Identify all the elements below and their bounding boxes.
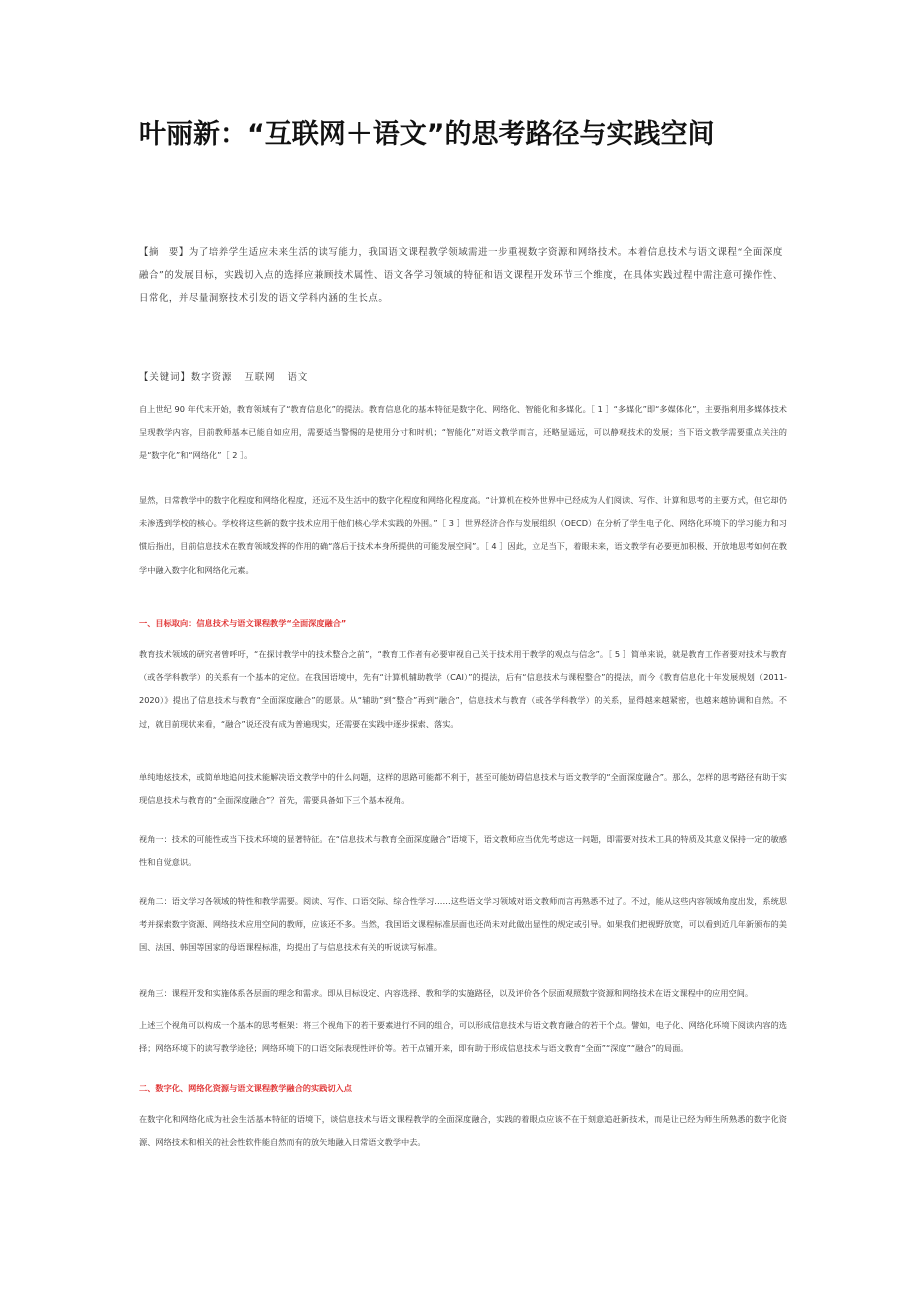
body-paragraph: 单纯地炫技术，或简单地追问技术能解决语文教学中的什么问题，这样的思路可能都不利于，甚至可能妨碍信息技术与语文教学的“全面深度融合”。那么，怎样的思考路径有助于实现信息技术与教育的“全面深度融合”？首先，需要具备如下三个基本视角。 [139, 772, 787, 806]
body-paragraph: 视角二：语文学习各领域的特性和教学需要。阅读、写作、口语交际、综合性学习……这些语文学习领域对语文教师而言再熟悉不过了。不过，能从这些内容领域角度出发，系统思考并探索数字资源、网络技术应用空间的教师，应该还不多。当然，我国语文课程标准层面也还尚未对此做出显性的规定或引导。如果我们把视野放宽，可以看到近几年新颁布的美国、法国、韩国等国家的母语课程标准，均提出了与信息技术有关的听说读写标准。 [139, 896, 787, 953]
keyword-item: 互联网 [244, 372, 276, 383]
keywords-label: 【关键词】 [139, 372, 191, 383]
body-paragraph: 上述三个视角可以构成一个基本的思考框架：将三个视角下的若干要素进行不同的组合，可以形成信息技术与语文教育融合的若干个点。譬如，电子化、网络化环境下阅读内容的选择；网络环境下的读写教学途径；网络环境下的口语交际表现性评价等。若干点铺开来，即有助于形成信息技术与语文教育“全面”“深度”“融合”的局面。 [139, 1020, 787, 1054]
keywords [139, 366, 789, 389]
body-paragraph: 在数字化和网络化成为社会生活基本特征的语境下，谈信息技术与语文课程教学的全面深度融合，实践的着眼点应该不在于刻意追赶新技术，而是让已经为师生所熟悉的数字化资源、网络技术和相关的社会性软件能自然而有的放矢地融入日常语文教学中去。 [139, 1114, 787, 1148]
body-paragraph: 自上世纪 90 年代末开始，教育领域有了“教育信息化”的提法。教育信息化的基本特征是数字化、网络化、智能化和多媒化。［ 1 ］“多媒化”即“多媒体化”，主要指利用多媒体技术呈现教学内容，目前教师基本已能自如应用，需要适当警惕的是使用分寸和时机；“智能化”对语文教学而言，还略显遥远，可以静观技术的发展；当下语文教学需要重点关注的是“数字化”和“网络化”［ 2 ］。 [139, 404, 787, 461]
body-paragraph: 视角一：技术的可能性或当下技术环境的显著特征。在“信息技术与教育全面深度融合”语境下，语文教师应当优先考虑这一问题，即需要对技术工具的特质及其意义保持一定的敏感性和自觉意识。 [139, 834, 787, 868]
keyword-item: 语文 [287, 372, 309, 383]
section-heading: 二、数字化、网络化资源与语文课程教学融合的实践切入点 [139, 1083, 352, 1093]
section-heading: 一、目标取向：信息技术与语文课程教学“全面深度融合” [139, 618, 347, 628]
body-paragraph: 显然，日常教学中的数字化程度和网络化程度，还远不及生活中的数字化程度和网络化程度高。“计算机在校外世界中已经成为人们阅读、写作、计算和思考的主要方式，但它却仍未渗透到学校的核心。学校将这些新的数字技术应用于他们核心学术实践的外围。”［ 3 ］世界经济合作与发展组织（OECD）在分析了学生电子化、网络化环境下的学习能力和习惯后指出，目前信息技术在教育领域发挥的作用的确“落后于技术本身所提供的可能发展空间”。［ 4 ］因此，立足当下，着眼未来，语文教学有必要更加积极、开放地思考如何在教学中融入数字化和网络化元素。 [139, 495, 787, 575]
article-title: 叶丽新：“互联网＋语文”的思考路径与实践空间 [139, 119, 715, 150]
keyword-item: 数字资源 [190, 372, 233, 383]
body-paragraph: 教育技术领域的研究者曾呼吁，“在探讨教学中的技术整合之前”，“教育工作者有必要审视自己关于技术用于教学的观点与信念”。［ 5 ］简单来说，就是教育工作者要对技术与教育（或各学科教学）的关系有一个基本的定位。在我国语境中，先有“计算机辅助教学（CAI）”的提法，后有“信息技术与课程整合”的提法，而今《教育信息化十年发展规划（2011-2020）》提出了信息技术与教育“全面深度融合”的愿景。从“辅助”到“整合”再到“融合”，信息技术与教育（或各学科教学）的关系，显得越来越紧密，也越来越协调和自然。不过，就目前现状来看，“融合”说还没有成为普遍现实，还需要在实践中逐步探索、落实。 [139, 649, 787, 729]
abstract: 【摘 要】为了培养学生适应未来生活的读写能力，我国语文课程教学领域需进一步重视数字资源和网络技术。本着信息技术与语文课程“全面深度融合”的发展目标，实践切入点的选择应兼顾技术属性、语文各学习领域的特征和语文课程开发环节三个维度，在具体实践过程中需注意可操作性、日常化，并尽量洞察技术引发的语文学科内涵的生长点。 [139, 247, 783, 304]
body-paragraph: 视角三：课程开发和实施体系各层面的理念和需求。即从目标设定、内容选择、教和学的实施路径，以及评价各个层面观照数字资源和网络技术在语文课程中的应用空间。 [139, 988, 754, 998]
